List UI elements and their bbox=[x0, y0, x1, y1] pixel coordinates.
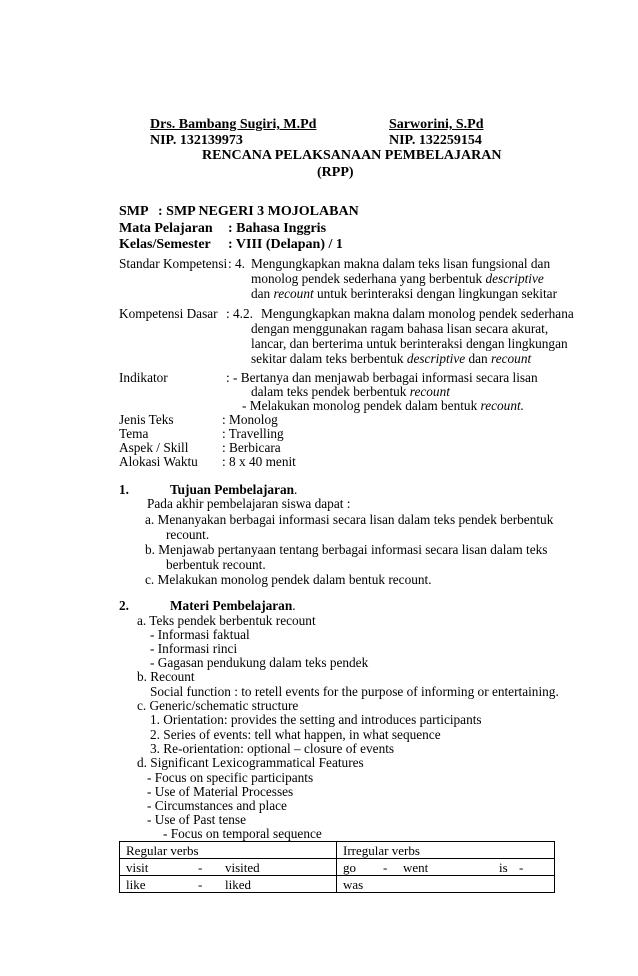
sk-line-2: monolog pendek sederhana yang berbentuk descriptive bbox=[251, 271, 544, 286]
irregular-verb-cell bbox=[337, 859, 555, 876]
mapel-label: Mata Pelajaran bbox=[119, 221, 213, 236]
kd-label: Kompetensi Dasar bbox=[119, 306, 218, 321]
verb-past: liked bbox=[225, 877, 251, 892]
kd-line-1: Mengungkapkan makna dalam monolog pendek sederhana bbox=[261, 306, 574, 321]
left-signatory-name: Drs. Bambang Sugiri, M.Pd bbox=[150, 117, 317, 132]
mapel-value: : Bahasa Inggris bbox=[228, 221, 327, 236]
materi-line: Social function : to retell events for the purpose of informing or entertaining. bbox=[150, 684, 559, 699]
section-1-heading: Tujuan Pembelajaran. bbox=[170, 482, 298, 497]
aspek-label: Aspek / Skill bbox=[119, 440, 189, 455]
tujuan-a-line-1: a. Menanyakan berbagai informasi secara lisan dalam teks pendek berbentuk bbox=[145, 512, 554, 527]
irregular-verb-cell bbox=[337, 876, 555, 893]
section-2-heading: Materi Pembelajaran. bbox=[170, 598, 296, 613]
materi-line: c. Generic/schematic structure bbox=[137, 698, 299, 713]
materi-line: a. Teks pendek berbentuk recount bbox=[137, 613, 316, 628]
materi-line: - Informasi rinci bbox=[150, 641, 238, 656]
document-subtitle: (RPP) bbox=[317, 165, 354, 180]
verb-past: went bbox=[403, 860, 429, 875]
verb-dash-2: - bbox=[519, 860, 524, 875]
tema-value: : Travelling bbox=[222, 426, 284, 441]
verb-base: like bbox=[126, 877, 146, 892]
regular-verb-cell bbox=[120, 876, 337, 893]
right-signatory-name: Sarworini, S.Pd bbox=[389, 117, 484, 132]
verb-past: visited bbox=[225, 860, 260, 875]
kd-line-2: dengan menggunakan ragam bahasa lisan secara akurat, bbox=[251, 321, 549, 336]
verb-base: visit bbox=[126, 860, 149, 875]
materi-line: 2. Series of events: tell what happen, in what sequence bbox=[150, 727, 441, 742]
document-title: RENCANA PELAKSANAAN PEMBELAJARAN bbox=[202, 148, 502, 163]
kd-line-4: sekitar dalam teks berbentuk descriptive dan recount bbox=[251, 351, 532, 366]
jenis-teks-label: Jenis Teks bbox=[119, 412, 174, 427]
tujuan-c-line-1: c. Melakukan monolog pendek dalam bentuk recount. bbox=[145, 572, 432, 587]
indikator-line-2: dalam teks pendek berbentuk recount bbox=[251, 384, 450, 399]
smp-value: : SMP NEGERI 3 MOJOLABAN bbox=[158, 204, 359, 219]
materi-line: 1. Orientation: provides the setting and introduces participants bbox=[150, 712, 482, 727]
materi-line: - Use of Material Processes bbox=[147, 784, 294, 799]
kd-line-3: lancar, dan berterima untuk berinteraksi dengan lingkungan bbox=[251, 336, 568, 351]
tujuan-a-line-2: recount. bbox=[166, 527, 210, 542]
sk-line-1: Mengungkapkan makna dalam teks lisan fungsional dan bbox=[251, 256, 551, 271]
sk-prefix: : 4. bbox=[228, 256, 245, 271]
indikator-line-3: - Melakukan monolog pendek dalam bentuk recount. bbox=[242, 398, 524, 413]
left-signatory-nip: NIP. 132139973 bbox=[150, 133, 243, 148]
tujuan-b-line-2: berbentuk recount. bbox=[166, 557, 266, 572]
materi-line: - Focus on specific participants bbox=[147, 770, 314, 785]
sk-label: Standar Kompetensi bbox=[119, 256, 228, 271]
section-2-number: 2. bbox=[119, 598, 129, 613]
table-header-row bbox=[120, 842, 555, 859]
header-regular-verbs: Regular verbs bbox=[120, 842, 337, 859]
verb-dash: - bbox=[198, 877, 203, 892]
verb-dash: - bbox=[198, 860, 203, 875]
materi-line: - Use of Past tense bbox=[147, 812, 246, 827]
verb-base: was bbox=[343, 877, 364, 892]
regular-verb-cell bbox=[120, 859, 337, 876]
materi-line: 3. Re-orientation: optional – closure of events bbox=[150, 741, 395, 756]
materi-line: d. Significant Lexicogrammatical Features bbox=[137, 755, 364, 770]
smp-label: SMP bbox=[119, 204, 149, 219]
materi-line: - Circumstances and place bbox=[147, 798, 287, 813]
table-row bbox=[120, 859, 555, 876]
sk-line-3: dan recount untuk berinteraksi dengan lingkungan sekitar bbox=[251, 286, 557, 301]
materi-line: - Focus on temporal sequence bbox=[163, 826, 322, 841]
kd-prefix: : 4.2. bbox=[226, 306, 253, 321]
materi-line: - Gagasan pendukung dalam teks pendek bbox=[150, 655, 369, 670]
alokasi-label: Alokasi Waktu bbox=[119, 454, 198, 469]
section-1-intro: Pada akhir pembelajaran siswa dapat : bbox=[147, 496, 351, 511]
tujuan-b-line-1: b. Menjawab pertanyaan tentang berbagai informasi secara lisan dalam teks bbox=[145, 542, 548, 557]
kelas-label: Kelas/Semester bbox=[119, 237, 211, 252]
indikator-label: Indikator bbox=[119, 370, 168, 385]
aspek-value: : Berbicara bbox=[222, 440, 281, 455]
table-row bbox=[120, 876, 555, 893]
kelas-value: : VIII (Delapan) / 1 bbox=[228, 237, 343, 252]
verb-base-2: is bbox=[499, 860, 508, 875]
verbs-table bbox=[119, 841, 555, 893]
header-irregular-verbs: Irregular verbs bbox=[337, 842, 555, 859]
indikator-line-1: : - Bertanya dan menjawab berbagai informasi secara lisan bbox=[226, 370, 538, 385]
right-signatory-nip: NIP. 132259154 bbox=[389, 133, 482, 148]
section-1-number: 1. bbox=[119, 482, 129, 497]
verb-dash: - bbox=[383, 860, 388, 875]
tema-label: Tema bbox=[119, 426, 149, 441]
materi-line: - Informasi faktual bbox=[150, 627, 250, 642]
materi-line: b. Recount bbox=[137, 669, 195, 684]
jenis-teks-value: : Monolog bbox=[222, 412, 278, 427]
verb-base: go bbox=[343, 860, 356, 875]
alokasi-value: : 8 x 40 menit bbox=[222, 454, 296, 469]
